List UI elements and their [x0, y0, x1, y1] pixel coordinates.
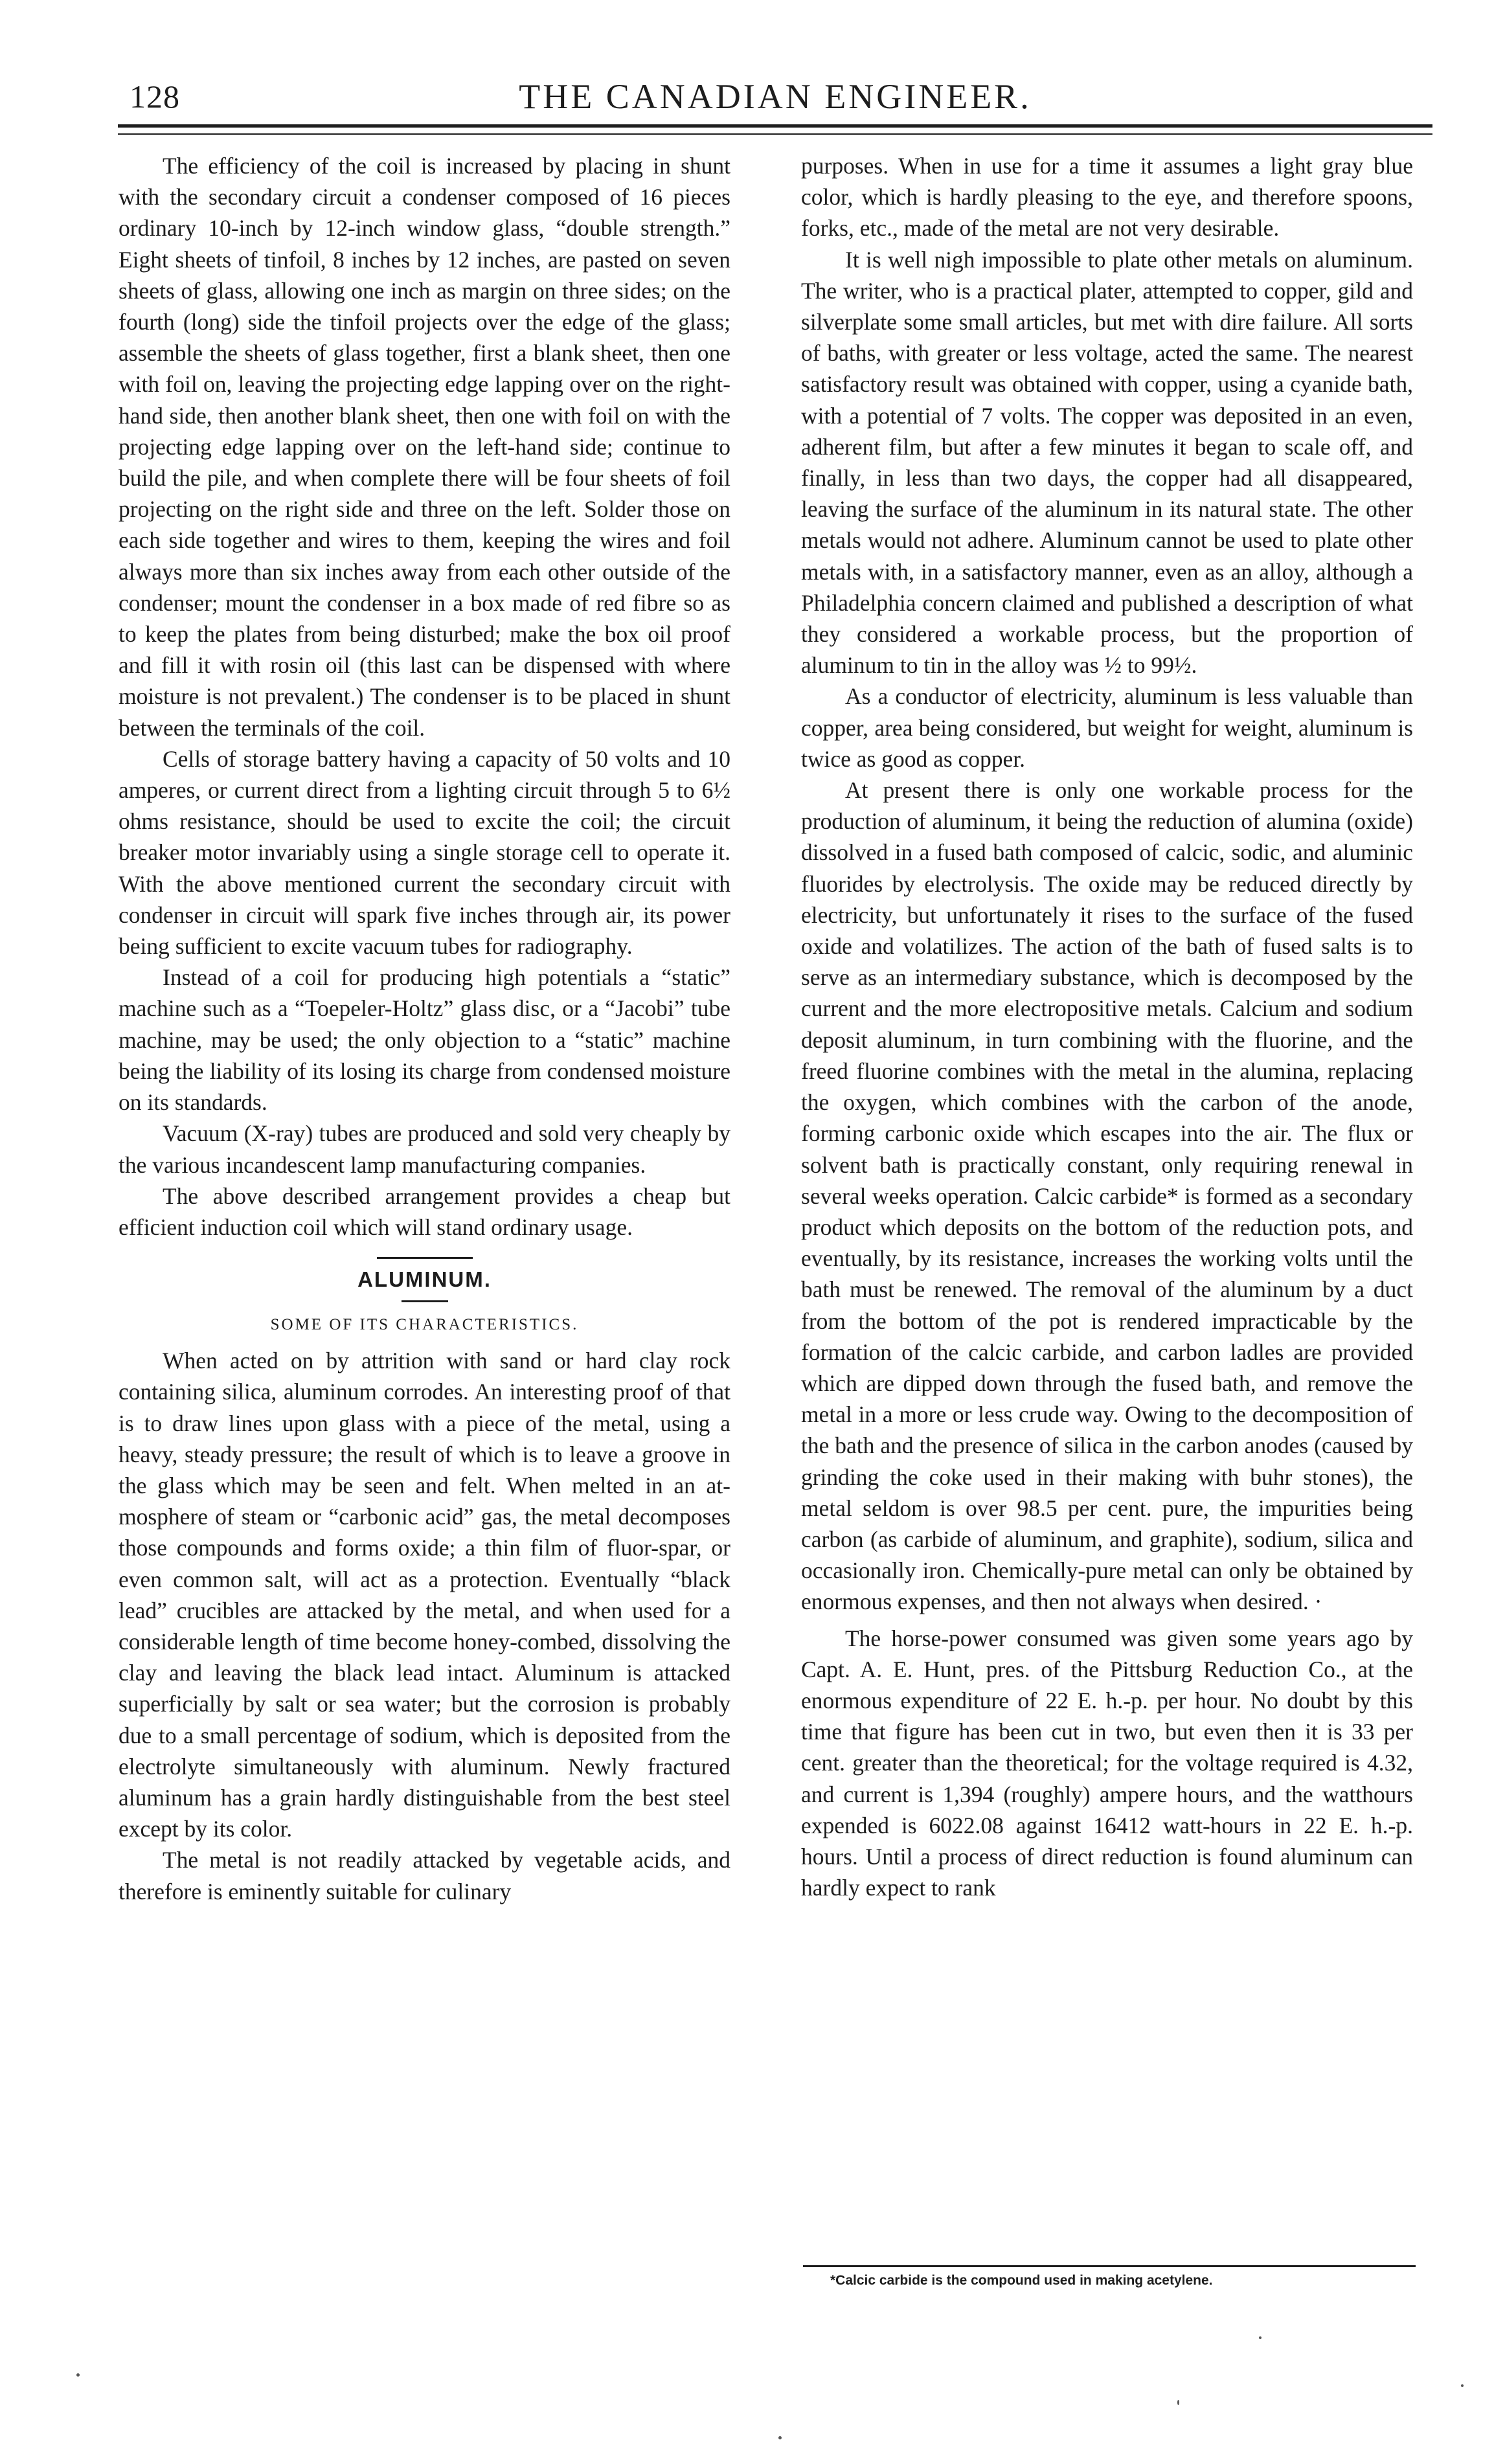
paragraph: At present there is only one workable process for the production of aluminum, it being the reduction of alumina (oxide) dissolved in a fused bath composed of calcic, sodic, and aluminic fluorides by electrolysis. The oxide may be reduced directly by electricity, but unfortunately it rises to the surface of the fused oxide and volatilizes. The action of the bath of fused salts is to serve as an intermediary substance, which is decomposed by the current and the more electropositive metals. Calcium and sodium deposit aluminum, in turn combining with the fluorine, and the freed fluorine combines with the metal in the alumina, replacing the oxygen, which combines with the carbon of the anode, forming carbonic oxide which escapes into the air. The flux or solvent bath is practically constant, only requiring renewal in several weeks operation. Calcic carbide* is formed as a secondary product which deposits on the bottom of the reduction pots, and eventually, by its resistance, increases the working volts until the bath must be renewed. The removal of the aluminum by a duct from the bottom of the pot is rendered impracticable by the formation of the calcic carbide, and carbon ladles are provided which are dipped down through the fused bath, and remove the metal in a more or less crude way. Owing to the decomposition of the bath and the presence of silica in the carbon anodes (caused by grinding the coke used in their making with buhr stones), the metal seldom is over 98.5 per cent. pure, the impurities being carbon (as carbide of aluminum, and graphite), sodium, silica and occasionally iron. Chemically-pure metal can only be obtained by enormous expenses, and then not always when desired. ·	[801, 777, 1413, 1615]
paragraph: It is well nigh impossible to plate other metals on aluminum. The writer, who is a practical plater, attempted to copper, gild and silverplate some small articles, but met with dire failure. All sorts of baths, with greater or less voltage, acted the same. The nearest satisfactory result was obtained with copper, using a cyanide bath, with a potential of 7 volts. The copper was deposited in an even, adherent film, but after a few minutes it began to scale off, and finally, in less than two days, the copper had all disappeared, leaving the surface of the aluminum in its natural state. The other metals would not adhere. Aluminum cannot be used to plate other metals with, in a satisfactory manner, even as an alloy, although a Philadelphia concern claimed and published a description of what they considered a workable process, but the proportion of aluminum to tin in the alloy was ½ to 99½.	[801, 246, 1413, 679]
section-rule-bottom	[402, 1300, 448, 1302]
section-title: ALUMINUM.	[357, 1267, 492, 1292]
print-speck	[1259, 2336, 1262, 2339]
left-column	[119, 150, 730, 1907]
footnote: *Calcic carbide is the compound used in making acetylene.	[830, 2273, 1213, 2288]
paragraph: Vacuum (X-ray) tubes are produced and sold very cheaply by the various incandescent lamp manufacturing companies.	[119, 1120, 730, 1178]
right-column	[801, 150, 1413, 1903]
paragraph: As a conductor of electricity, aluminum is less valuable than copper, area being considered, but weight for weight, aluminum is twice as good as copper.	[801, 683, 1413, 772]
header-rule-thin	[118, 133, 1432, 135]
paragraph: Instead of a coil for producing high potentials a “static” machine such as a “Toepeler-Holtz” glass disc, or a “Jacobi” tube machine, may be used; the only objection to a “static” machine being the liability of its losing its charge from condensed moisture on its standards.	[119, 964, 730, 1116]
page-header	[118, 73, 1432, 124]
paragraph: The efficiency of the coil is increased by placing in shunt with the secondary circuit a condenser composed of 16 pieces ordinary 10-inch by 12-inch window glass, “double strength.” Eight sheets of tinfoil, 8 inches by 12 inches, are pasted on seven sheets of glass, allowing one inch as margin on three sides; on the fourth (long) side the tinfoil projects over the edge of the glass; assemble the sheets of glass together, first a blank sheet, then one with foil on, leaving the projecting edge lapping over on the right-hand side, then another blank sheet, then one with foil on with the projecting edge lapping over on the left-hand side; continue to build the pile, and when complete there will be four sheets of foil projecting on the right side and three on the left. Solder those on each side together and wires to them, keeping the wires and foil always more than six inches away from each other outside of the condenser; mount the condenser in a box made of red fibre so as to keep the plates from being disturbed; make the box oil proof and fill it with rosin oil (this last can be dispensed with where moisture is not prevalent.) The condenser is to be placed in shunt between the terminals of the coil.	[119, 153, 730, 741]
print-speck	[76, 2373, 80, 2377]
journal-title: THE CANADIAN ENGINEER.	[519, 77, 1032, 116]
footnote-rule	[803, 2265, 1416, 2267]
paragraph: purposes. When in use for a time it assumes a light gray blue color, which is hardly pleasing to the eye, and therefore spoons, forks, etc., made of the metal are not very desirable.	[801, 153, 1413, 242]
paragraph: The horse-power consumed was given some years ago by Capt. A. E. Hunt, pres. of the Pittsburg Reduction Co., at the enormous expenditure of 22 E. h.-p. per hour. No doubt by this time that figure has been cut in two, but even then it is 33 per cent. greater than the theoretical; for the voltage required is 4.32, and current is 1,394 (roughly) ampere hours, and the watthours expended is 6022.08 against 16412 watt-hours in 22 E. h.-p. hours. Until a process of direct reduction is found aluminum can hardly expect to rank	[801, 1625, 1413, 1901]
paragraph: Cells of storage battery having a capacity of 50 volts and 10 amperes, or current direct from a lighting circuit through 5 to 6½ ohms resistance, should be used to excite the coil; the circuit breaker motor invariably using a single storage cell to operate it. With the above mentioned current the secondary circuit with condenser in circuit will spark five inches through air, its power being sufficient to excite vacuum tubes for radiography.	[119, 745, 730, 960]
print-speck	[1461, 2384, 1464, 2387]
print-speck	[1177, 2400, 1179, 2405]
page-number: 128	[130, 78, 180, 115]
header-rule-thick	[118, 124, 1432, 128]
paragraph: The above described arrangement provides a cheap but efficient induction coil which will stand ordinary usage.	[119, 1182, 730, 1240]
paragraph: The metal is not readily attacked by vegetable acids, and therefore is eminently suitable for culinary	[119, 1847, 730, 1905]
section-subtitle: SOME OF ITS CHARACTERISTICS.	[270, 1316, 579, 1334]
print-speck	[778, 2436, 782, 2439]
section-rule-top	[377, 1257, 473, 1259]
paragraph: When acted on by attrition with sand or hard clay rock containing silica, aluminum corrodes. An interesting proof of that is to draw lines upon glass with a piece of the metal, using a heavy, steady pressure; the result of which is to leave a groove in the glass which may be seen and felt. When melted in an atmosphere of steam or “carbonic acid” gas, the metal decomposes those compounds and forms oxide; a thin film of fluor-spar, or even common salt, will act as a protection. Eventually “black lead” crucibles are attacked by the metal, and when used for a considerable length of time become honey-combed, dissolving the clay and leaving the black lead intact. Aluminum is attacked superficially by salt or sea water; but the corrosion is probably due to a small percentage of sodium, which is deposited from the electrolyte simultaneously with aluminum. Newly fractured aluminum has a grain hardly distinguishable from the best steel except by its color.	[119, 1348, 730, 1842]
